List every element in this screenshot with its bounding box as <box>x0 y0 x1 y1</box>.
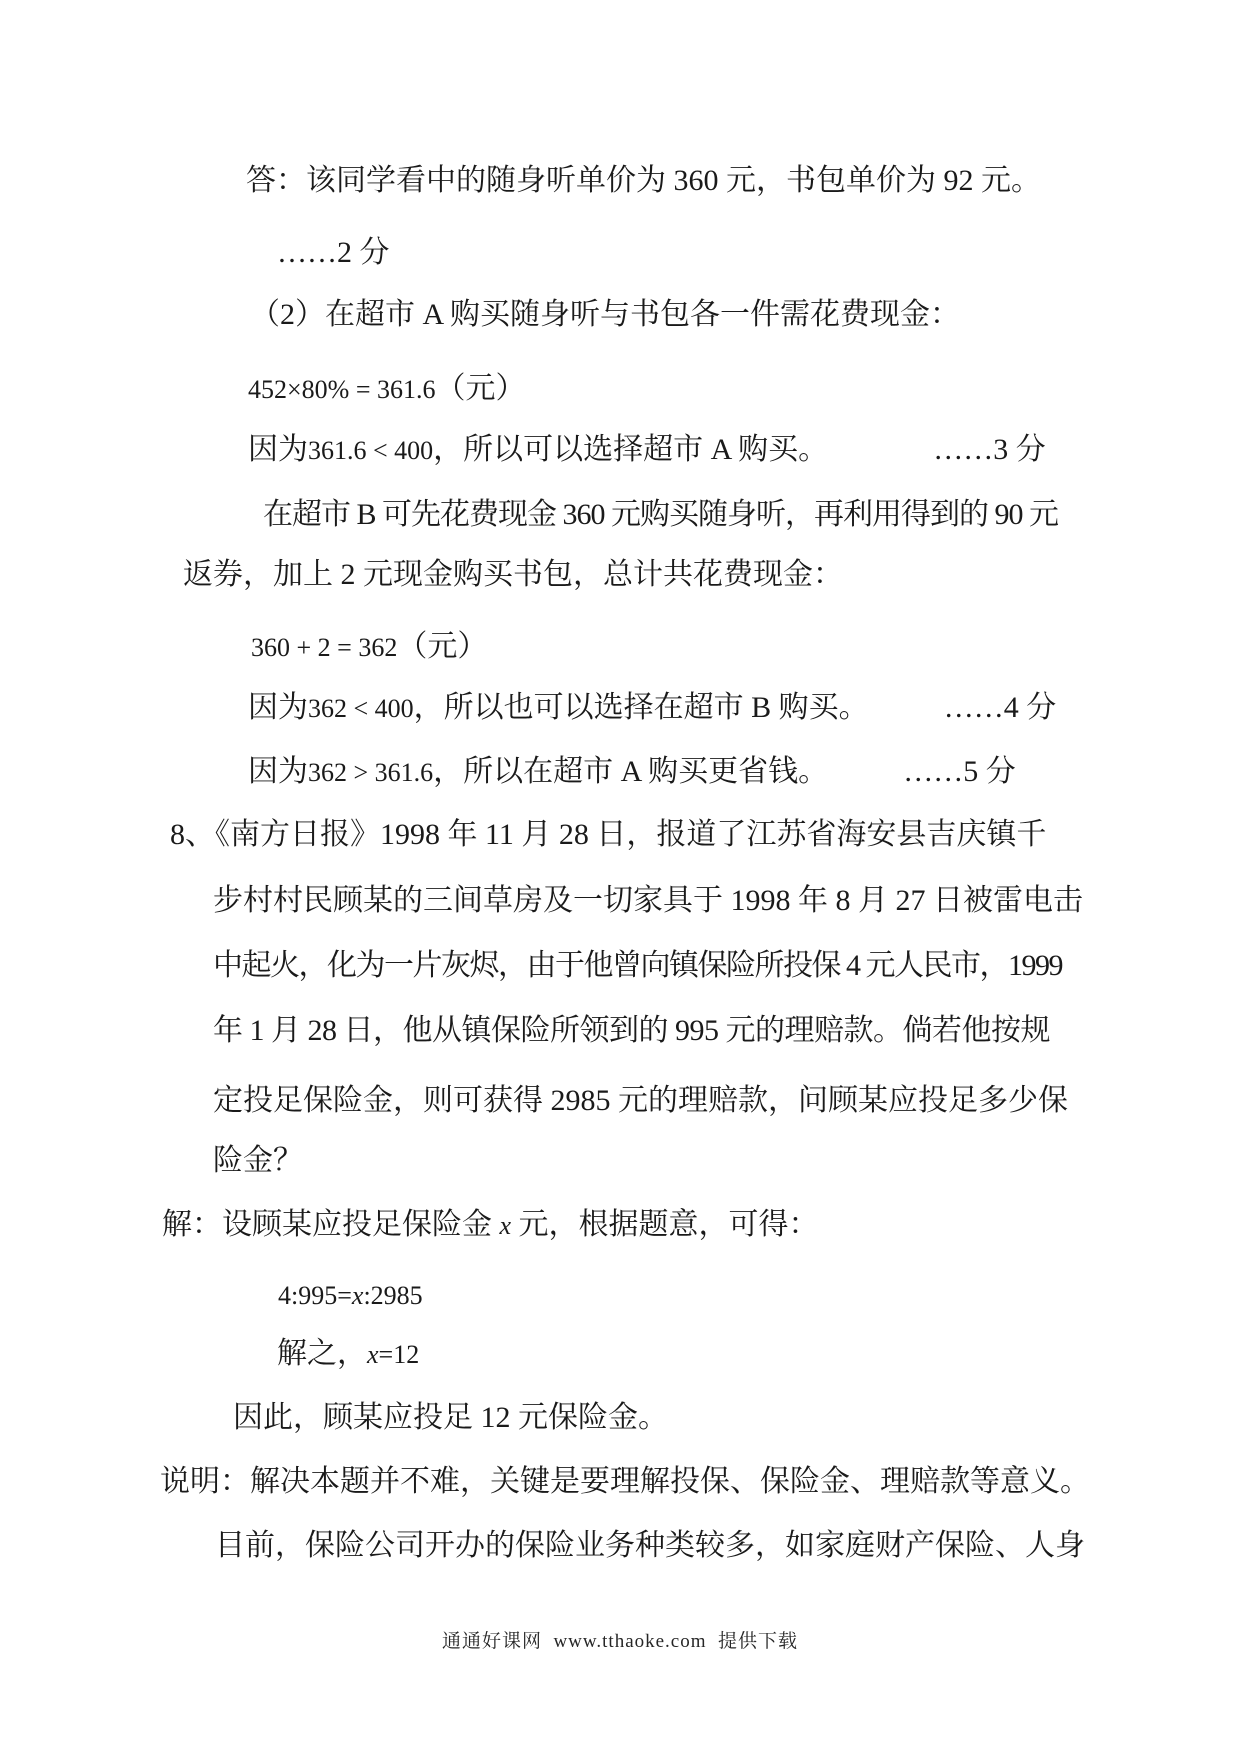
score-marker: ……3 分 <box>933 433 1046 466</box>
math-expression: =12 <box>378 1340 420 1369</box>
formula-line <box>248 372 525 407</box>
solution-line <box>162 1208 819 1243</box>
text-run: ，所以在超市 A 购买更省钱。 <box>433 755 829 788</box>
text-run: ，所以可以选择超市 A 购买。 <box>433 433 829 466</box>
variable-x: x <box>367 1340 379 1369</box>
text-line <box>248 755 1016 790</box>
text-run: （元） <box>435 372 526 405</box>
text-line <box>246 164 1041 198</box>
text-run: 定投足保险金，则可获得 2985 元的理赔款，问顾某应投足多少保 <box>213 1084 1068 1117</box>
text-line <box>250 298 960 332</box>
text-run: 返券，加上 2 元现金购买书包，总计共花费现金： <box>183 558 843 591</box>
formula-line <box>278 1278 423 1313</box>
text-run: 因此，顾某应投足 12 元保险金。 <box>233 1401 668 1434</box>
note-line <box>160 1465 1090 1499</box>
footer-watermark-text: 通通好课网 www.tthaoke.com 提供下载 <box>441 1631 799 1652</box>
score-marker: ……4 分 <box>943 691 1057 724</box>
text-run: 因为 <box>248 433 308 466</box>
text-line <box>248 433 1046 468</box>
score-line <box>277 236 390 270</box>
math-expression: 4:995= <box>278 1281 352 1310</box>
text-run: 解之， <box>277 1337 367 1370</box>
math-expression: 361.6 < 400 <box>308 436 434 465</box>
note-line <box>215 1529 1085 1563</box>
text-line <box>263 498 1058 532</box>
text-run: 步村村民顾某的三间草房及一切家具于 1998 年 8 月 27 日被雷电击 <box>213 884 1083 917</box>
problem-8-line <box>213 884 1083 918</box>
variable-x: x <box>499 1211 512 1240</box>
text-run: 在超市 B 可先花费现金 360 元购买随身听，再利用得到的 90 元 <box>263 498 1059 531</box>
math-expression: 452×80% = 361.6 <box>248 375 436 404</box>
problem-8-line <box>213 1084 1068 1118</box>
text-run: 说明：解决本题并不难，关键是要理解投保、保险金、理赔款等意义。 <box>160 1465 1090 1498</box>
problem-8-line <box>213 1014 1050 1048</box>
math-expression: 362 > 361.6 <box>308 758 434 787</box>
text-run: 目前，保险公司开办的保险业务种类较多，如家庭财产保险、人身 <box>215 1529 1085 1562</box>
text-run: （元） <box>397 630 488 663</box>
text-run: 答：该同学看中的随身听单价为 360 元，书包单价为 92 元。 <box>246 164 1041 197</box>
problem-8-line <box>213 949 1062 983</box>
text-run: 解：设顾某应投足保险金 <box>162 1208 500 1241</box>
score-marker: ……5 分 <box>903 755 1016 788</box>
page-footer <box>0 1626 1240 1653</box>
text-run: 年 1 月 28 日，他从镇保险所领到的 995 元的理赔款。倘若他按规 <box>213 1014 1050 1047</box>
math-expression: :2985 <box>363 1281 423 1310</box>
formula-line <box>277 1337 419 1372</box>
variable-x: x <box>351 1281 364 1310</box>
conclusion-line <box>233 1401 668 1435</box>
text-run: 元，根据题意，可得： <box>511 1208 819 1241</box>
math-expression: 362 < 400 <box>308 694 414 723</box>
text-line <box>248 691 1056 726</box>
text-run: 因为 <box>248 755 308 788</box>
problem-8-line <box>213 1144 303 1178</box>
math-expression: 360 + 2 = 362 <box>251 633 398 662</box>
text-run: 因为 <box>248 691 308 724</box>
score-marker: ……2 分 <box>277 236 390 269</box>
text-run: （2）在超市 A 购买随身听与书包各一件需花费现金： <box>250 298 961 331</box>
text-run: 中起火，化为一片灰烬，由于他曾向镇保险所投保 4 元人民市，1999 <box>213 949 1062 982</box>
text-run: 险金？ <box>213 1144 303 1177</box>
formula-line <box>251 630 487 665</box>
text-line <box>183 558 843 592</box>
text-run: ，所以也可以选择在超市 B 购买。 <box>413 691 869 724</box>
text-run: 8、《南方日报》1998 年 11 月 28 日，报道了江苏省海安县吉庆镇千 <box>170 818 1047 851</box>
problem-8-line <box>170 818 1046 852</box>
